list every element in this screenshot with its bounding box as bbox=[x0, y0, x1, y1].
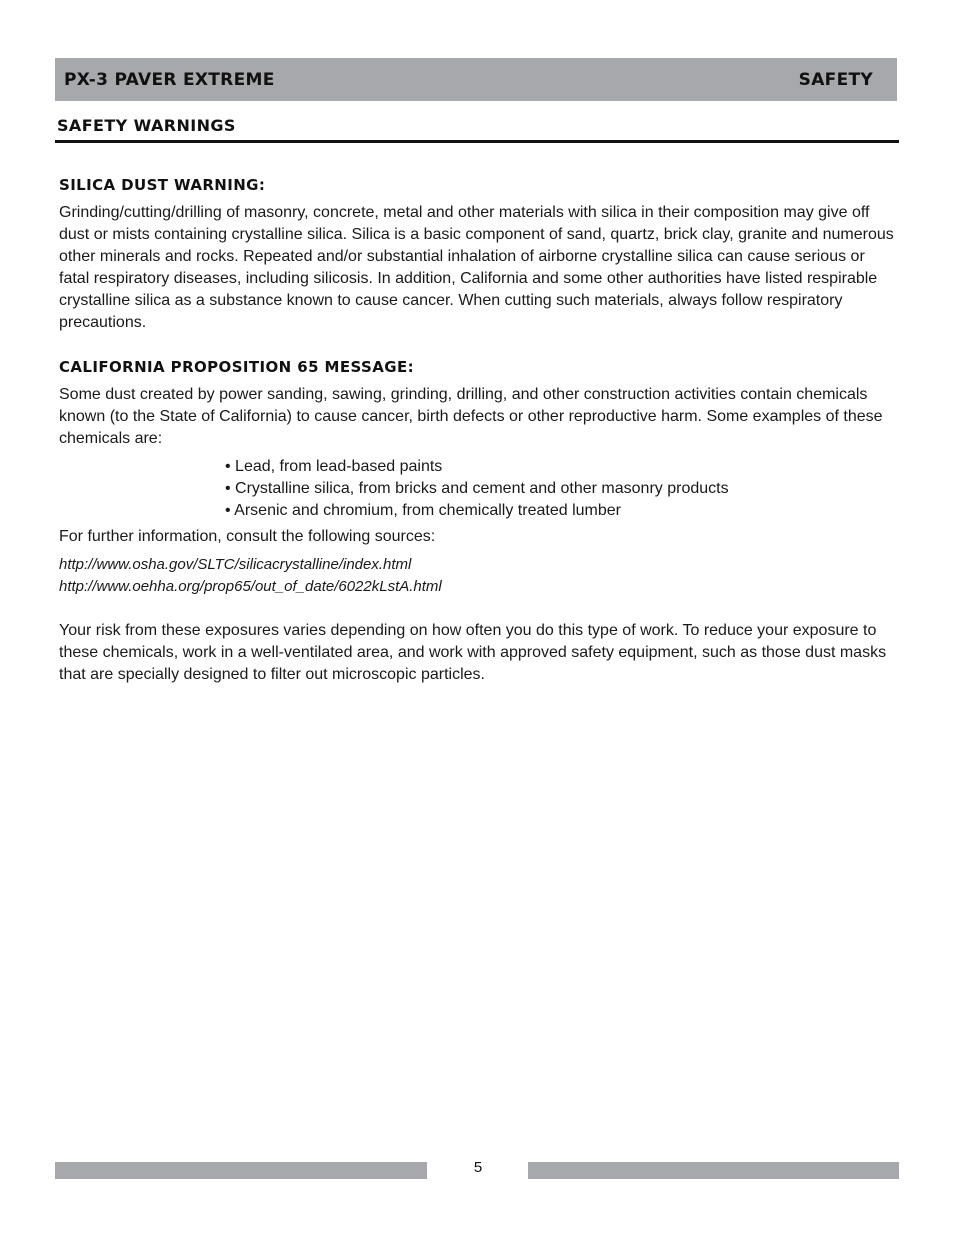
source-links bbox=[59, 554, 895, 598]
chapter-title: SAFETY bbox=[798, 69, 873, 90]
further-info-text: For further information, consult the following sources: bbox=[59, 528, 436, 545]
header-bar bbox=[55, 58, 897, 101]
manual-title: PX-3 PAVER EXTREME bbox=[64, 69, 275, 90]
silica-body: Grinding/cutting/drilling of masonry, concrete, metal and other materials with silica in their composition may give off dust or mists containing crystalline silica. Silica is a basic component of sand, quartz, brick clay, granite and numerous other minerals and rocks. Repeated and/or substantial inhalation of airborne crystalline silica can cause serious or fatal respiratory diseases, including silicosis. In addition, California and some other authorities have listed respirable crystalline silica as a substance known to cause cancer. When cutting such materials, always follow respiratory precautions. bbox=[59, 204, 894, 331]
prop65-intro: Some dust created by power sanding, sawing, grinding, drilling, and other construction activities contain chemicals known (to the State of California) to cause cancer, birth defects or other reproductive harm. Some examples of these chemicals are: bbox=[59, 386, 883, 447]
section-title: SAFETY WARNINGS bbox=[57, 116, 236, 135]
chemical-list bbox=[225, 456, 895, 522]
page-number: 5 bbox=[473, 1159, 483, 1176]
section-divider bbox=[55, 140, 899, 143]
page-content bbox=[59, 174, 895, 686]
closing-paragraph: Your risk from these exposures varies depending on how often you do this type of work. To reduce your exposure to these chemicals, work in a well-ventilated area, and work with approved safety equipment, such as those dust masks that are specially designed to filter out microscopic particles. bbox=[59, 622, 887, 683]
list-item: • Crystalline silica, from bricks and cement and other masonry products bbox=[225, 480, 729, 497]
silica-heading: SILICA DUST WARNING: bbox=[59, 176, 266, 194]
prop65-heading: CALIFORNIA PROPOSITION 65 MESSAGE: bbox=[59, 358, 415, 376]
footer-bar-left bbox=[55, 1162, 427, 1179]
footer-bar-right bbox=[528, 1162, 899, 1179]
list-item: • Arsenic and chromium, from chemically treated lumber bbox=[225, 502, 621, 519]
osha-link[interactable]: http://www.osha.gov/SLTC/silicacrystalline/index.html bbox=[59, 556, 412, 573]
list-item: • Lead, from lead-based paints bbox=[225, 458, 443, 475]
oehha-link[interactable]: http://www.oehha.org/prop65/out_of_date/6022kLstA.html bbox=[59, 578, 442, 595]
